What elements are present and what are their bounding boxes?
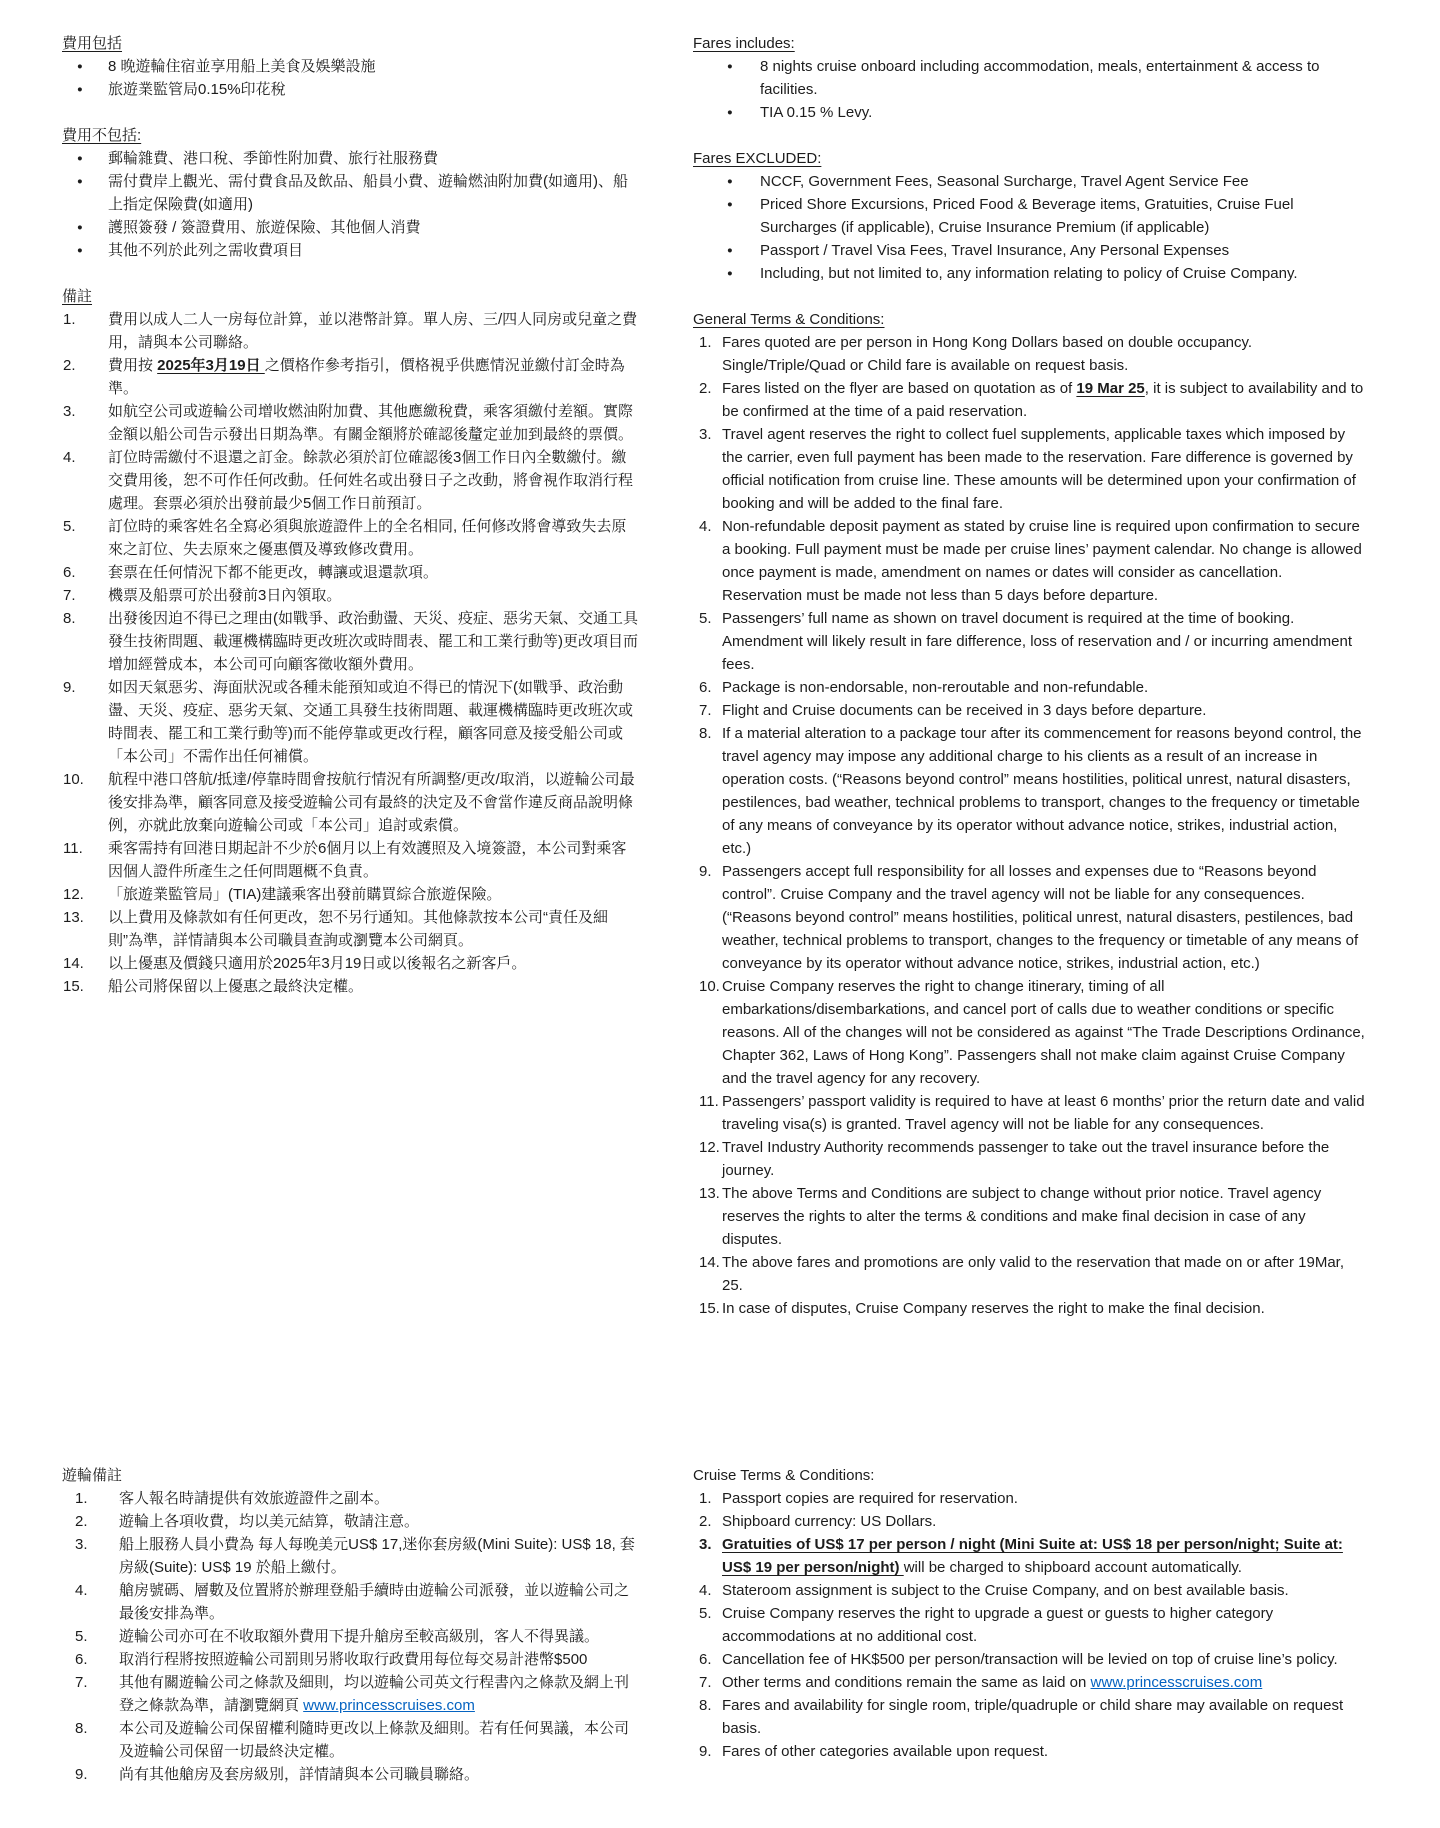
- item-text: [108, 308, 640, 354]
- item-number: 8.: [699, 725, 712, 742]
- list-item: [62, 1717, 640, 1763]
- zh-fares-include-title: 費用包括: [62, 35, 123, 52]
- list-item: [693, 1579, 1365, 1602]
- text-run: Priced Shore Excursions, Priced Food & Beverage items, Gratuities, Cruise Fuel Surcharges (if applicable), Cruise Insurance Premium (if applicable): [760, 196, 1294, 236]
- item-text: [119, 1671, 640, 1717]
- zh-fares-exclude-section: [62, 124, 640, 262]
- item-number: 9.: [699, 1743, 712, 1760]
- item-text: [722, 1251, 1365, 1297]
- text-run: 遊輪上各項收費，均以美元結算，敬請注意。: [119, 1513, 420, 1530]
- item-text: [108, 55, 640, 78]
- text-run: In case of disputes, Cruise Company reserves the right to make the final decision.: [722, 1300, 1265, 1317]
- list-item: [62, 1487, 640, 1510]
- text-run: 8 nights cruise onboard including accommodation, meals, entertainment & access to facilities.: [760, 58, 1320, 98]
- zh-cruise-notes-list: [62, 1487, 640, 1786]
- en-fares-include-list: [693, 55, 1365, 124]
- text-run: 費用以成人二人一房每位計算，並以港幣計算。單人房、三/四人同房或兒童之費用，請與本公司聯絡。: [108, 311, 638, 351]
- list-item: [62, 1763, 640, 1786]
- list-item: [62, 975, 640, 998]
- item-number: 7.: [699, 1674, 712, 1691]
- item-text: [722, 1090, 1365, 1136]
- item-number: 12.: [699, 1139, 720, 1156]
- text-run: 「旅遊業監管局」(TIA)建議乘客出發前購買綜合旅遊保險。: [108, 886, 502, 903]
- item-number: 4.: [699, 1582, 712, 1599]
- list-item: [693, 975, 1365, 1090]
- text-run: If a material alteration to a package tour after its commencement for reasons beyond control, the travel agency may impose any additional charge to his clients as a result of an increase in operation costs. (“Reasons beyond control” means hostilities, political unrest, natural disasters, pestilences, bad weather, technical problems to transport, changes to the frequency or timetable of any means of conveyance by its operator without advance notice, strikes, industrial action, etc.): [722, 725, 1362, 857]
- item-text: [108, 883, 640, 906]
- text-run: Cruise Company reserves the right to upgrade a guest or guests to higher category accommodations at no additional cost.: [722, 1605, 1274, 1645]
- text-run: 需付費岸上觀光、需付費食品及飲品、船員小費、遊輪燃油附加費(如適用)、船上指定保險費(如適用): [108, 173, 628, 213]
- item-text: [108, 584, 640, 607]
- item-number: 3.: [63, 403, 76, 420]
- item-text: [722, 1694, 1365, 1740]
- list-item: [693, 1090, 1365, 1136]
- item-text: [722, 1602, 1365, 1648]
- text-run: 取消行程將按照遊輪公司罰則另將收取行政費用每位每交易計港幣$500: [119, 1651, 588, 1668]
- item-text: [760, 262, 1365, 285]
- text-run: Stateroom assignment is subject to the Cruise Company, and on best available basis.: [722, 1582, 1289, 1599]
- item-text: [119, 1763, 640, 1786]
- list-item: [693, 1533, 1365, 1579]
- item-text: [108, 561, 640, 584]
- bullet-icon: ●: [727, 61, 733, 72]
- text-run: TIA 0.15 % Levy.: [760, 104, 873, 121]
- list-item: [693, 239, 1365, 262]
- list-item: [693, 1648, 1365, 1671]
- item-number: 15.: [699, 1300, 720, 1317]
- en-fares-include-title: Fares includes:: [693, 35, 795, 52]
- item-number: 14.: [699, 1254, 720, 1271]
- item-number: 5.: [699, 1605, 712, 1622]
- item-text: [108, 768, 640, 837]
- item-number: 7.: [75, 1674, 88, 1691]
- item-number: 9.: [63, 679, 76, 696]
- item-number: 2.: [699, 380, 712, 397]
- list-item: [693, 1694, 1365, 1740]
- item-text: [108, 952, 640, 975]
- item-text: [722, 1648, 1365, 1671]
- item-number: 7.: [699, 702, 712, 719]
- text-run: 以上優惠及價錢只適用於2025年3月19日或以後報名之新客戶。: [108, 955, 527, 972]
- text-run: 乘客需持有回港日期起計不少於6個月以上有效護照及入境簽證，本公司對乘客因個人證件所產生之任何問題概不負責。: [108, 840, 627, 880]
- text-run: 8 晚遊輪住宿並享用船上美食及娛樂設施: [108, 58, 376, 75]
- text-run: will be charged to shipboard account automatically.: [903, 1559, 1242, 1576]
- zh-fares-include-list: [62, 55, 640, 101]
- list-item: [693, 262, 1365, 285]
- bullet-icon: ●: [727, 176, 733, 187]
- item-text: [108, 147, 640, 170]
- bullet-icon: ●: [77, 222, 83, 233]
- item-text: [760, 239, 1365, 262]
- bullet-icon: ●: [727, 245, 733, 256]
- list-item: [62, 216, 640, 239]
- item-text: [119, 1625, 640, 1648]
- item-text: [108, 354, 640, 400]
- list-item: [693, 515, 1365, 607]
- text-run: Fares and availability for single room, triple/quadruple or child share may available on request basis.: [722, 1697, 1344, 1737]
- list-item: [62, 1625, 640, 1648]
- item-text: [119, 1579, 640, 1625]
- item-text: [722, 377, 1365, 423]
- item-number: 4.: [699, 518, 712, 535]
- list-item: [693, 101, 1365, 124]
- list-item: [693, 1182, 1365, 1251]
- text-run: 郵輪雜費、港口稅、季節性附加費、旅行社服務費: [108, 150, 439, 167]
- item-number: 1.: [63, 311, 76, 328]
- item-number: 13.: [63, 909, 84, 926]
- item-text: [119, 1510, 640, 1533]
- text-run: 其他不列於此列之需收費項目: [108, 242, 304, 259]
- item-number: 15.: [63, 978, 84, 995]
- text-run: 護照簽發 / 簽證費用、旅遊保險、其他個人消費: [108, 219, 421, 236]
- item-number: 3.: [699, 1536, 712, 1553]
- text-run: Other terms and conditions remain the same as laid on: [722, 1674, 1091, 1691]
- item-number: 9.: [699, 863, 712, 880]
- list-item: [693, 676, 1365, 699]
- list-item: [62, 584, 640, 607]
- item-number: 5.: [699, 610, 712, 627]
- text-run: 如航空公司或遊輪公司增收燃油附加費、其他應繳稅費，乘客須繳付差額。實際金額以船公司告示發出日期為準。有關金額將於確認後釐定並加到最終的票價。: [108, 403, 634, 443]
- text-run: 機票及船票可於出發前3日內領取。: [108, 587, 342, 604]
- item-number: 6.: [75, 1651, 88, 1668]
- text-run: Passport / Travel Visa Fees, Travel Insurance, Any Personal Expenses: [760, 242, 1230, 259]
- en-cruise-terms-section: [693, 1464, 1365, 1763]
- list-item: [62, 446, 640, 515]
- list-item: [62, 1671, 640, 1717]
- list-item: [62, 607, 640, 676]
- zh-fares-exclude-title: 費用不包括:: [62, 127, 142, 144]
- text-run: The above fares and promotions are only valid to the reservation that made on or after 19Mar, 25.: [722, 1254, 1345, 1294]
- princess-cruises-link[interactable]: www.princesscruises.com: [1090, 1674, 1263, 1691]
- item-number: 1.: [699, 334, 712, 351]
- en-general-terms-list: [693, 331, 1365, 1320]
- bullet-icon: ●: [77, 153, 83, 164]
- item-number: 11.: [699, 1093, 719, 1110]
- item-text: [722, 722, 1365, 860]
- text-run: 遊輪公司亦可在不收取額外費用下提升艙房至較高級別，客人不得異議。: [119, 1628, 600, 1645]
- list-item: [693, 1602, 1365, 1648]
- text-run: 其他有關遊輪公司之條款及細則，均以遊輪公司英文行程書內之條款及網上刊登之條款為準，請瀏覽網頁: [119, 1674, 630, 1714]
- item-number: 5.: [75, 1628, 88, 1645]
- item-text: [722, 860, 1365, 975]
- list-item: [62, 515, 640, 561]
- text-run: Passengers’ full name as shown on travel document is required at the time of booking. Amendment will likely result in fare difference, loss of reservation and / or incurring amendment fees.: [722, 610, 1353, 673]
- text-run: Cruise Company reserves the right to change itinerary, timing of all embarkations/disembarkations, and cancel port of calls due to weather conditions or specific reasons. All of the changes will not be considered as against “The Trade Descriptions Ordinance, Chapter 362, Laws of Hong Kong”. Passengers shall not make claim against Cruise Company and the travel agency for any recovery.: [722, 978, 1365, 1087]
- item-number: 5.: [63, 518, 76, 535]
- list-item: [693, 699, 1365, 722]
- en-fares-include-section: [693, 32, 1365, 124]
- chinese-column-flow: [62, 0, 640, 998]
- item-text: [722, 1510, 1365, 1533]
- item-number: 8.: [63, 610, 76, 627]
- item-text: [722, 1136, 1365, 1182]
- bullet-icon: ●: [77, 176, 83, 187]
- text-run: Non-refundable deposit payment as stated by cruise line is required upon confirmation to secure a booking. Full payment must be made per cruise lines’ payment calendar. No change is allowed once payment is made, amendment on names or dates will consider as cancellation. Reservation must be made not less than 5 days before departure.: [722, 518, 1362, 604]
- list-item: [62, 1648, 640, 1671]
- en-fares-exclude-list: [693, 170, 1365, 285]
- text-run: 尚有其他艙房及套房級別，詳情請與本公司職員聯絡。: [119, 1766, 480, 1783]
- item-number: 6.: [699, 679, 712, 696]
- item-text: [722, 331, 1365, 377]
- zh-cruise-notes-section: [62, 1464, 640, 1786]
- text-run: 出發後因迫不得已之理由(如戰爭、政治動盪、天災、疫症、惡劣天氣、交通工具發生技術問題、載運機構臨時更改班次或時間表、罷工和工業行動等)更改項目而增加經營成本，本公司可向顧客徵收額外費用。: [108, 610, 638, 673]
- text-run: 航程中港口啓航/抵達/停靠時間會按航行情況有所調整/更改/取消，以遊輪公司最後安排為準，顧客同意及接受遊輪公司有最終的決定及不會當作違反商品說明條例，亦就此放棄向遊輪公司或「本公司」追討或索償。: [108, 771, 635, 834]
- bullet-icon: ●: [727, 107, 733, 118]
- list-item: [62, 308, 640, 354]
- item-text: [760, 193, 1365, 239]
- list-item: [62, 906, 640, 952]
- text-run: Gratuities of US$ 17 per person / night (Mini Suite at: US$ 18 per person/night; Suite at: US$ 19 per person/night): [722, 1536, 1343, 1576]
- item-text: [119, 1533, 640, 1579]
- list-item: [693, 1487, 1365, 1510]
- text-run: 以上費用及條款如有任何更改，恕不另行通知。其他條款按本公司“責任及細則”為準，詳情請與本公司職員查詢或瀏覽本公司網頁。: [108, 909, 608, 949]
- en-fares-exclude-section: [693, 147, 1365, 285]
- item-text: [760, 101, 1365, 124]
- item-number: 11.: [63, 840, 83, 857]
- item-text: [108, 837, 640, 883]
- bullet-icon: ●: [77, 245, 83, 256]
- list-item: [62, 676, 640, 768]
- item-number: 10.: [699, 978, 720, 995]
- item-text: [108, 446, 640, 515]
- list-item: [62, 883, 640, 906]
- text-run: 船上服務人員小費為 每人每晚美元US$ 17,迷你套房級(Mini Suite): US$ 18, 套房級(Suite): US$ 19 於船上繳付。: [119, 1536, 635, 1576]
- list-item: [693, 722, 1365, 860]
- item-number: 2.: [63, 357, 76, 374]
- zh-notes-title: 備註: [62, 288, 93, 305]
- list-item: [62, 400, 640, 446]
- text-run: 如因天氣惡劣、海面狀況或各種未能預知或迫不得已的情況下(如戰爭、政治動盪、天災、疫症、惡劣天氣、交通工具發生技術問題、載運機構臨時更改班次或時間表、罷工和工業行動等)而不能停靠或更改行程，顧客同意及接受船公司或「本公司」不需作出任何補償。: [108, 679, 634, 765]
- item-text: [722, 676, 1365, 699]
- item-number: 1.: [699, 1490, 712, 1507]
- item-text: [108, 78, 640, 101]
- item-number: 14.: [63, 955, 84, 972]
- zh-notes-list: [62, 308, 640, 998]
- text-run: 2025年3月19日: [157, 357, 265, 374]
- list-item: [62, 1510, 640, 1533]
- list-item: [693, 607, 1365, 676]
- zh-notes-section: [62, 285, 640, 998]
- list-item: [693, 1251, 1365, 1297]
- list-item: [693, 170, 1365, 193]
- list-item: [693, 1510, 1365, 1533]
- item-number: 7.: [63, 587, 76, 604]
- item-number: 10.: [63, 771, 84, 788]
- list-item: [693, 423, 1365, 515]
- item-text: [108, 676, 640, 768]
- list-item: [62, 768, 640, 837]
- bullet-icon: ●: [727, 199, 733, 210]
- item-text: [722, 1740, 1365, 1763]
- item-number: 9.: [75, 1766, 88, 1783]
- list-item: [693, 860, 1365, 975]
- en-general-terms-section: [693, 308, 1365, 1320]
- text-run: Passengers accept full responsibility for all losses and expenses due to “Reasons beyond control”. Cruise Company and the travel agency will not be liable for any consequences. (“Reasons beyond control” means hostilities, political unrest, natural disasters, pestilences, bad weather, technical problems to transport, changes to the frequency or timetable of any means of conveyance by its operator without advance notice, strikes, industrial action, etc.): [722, 863, 1359, 972]
- text-run: Including, but not limited to, any information relating to policy of Cruise Company.: [760, 265, 1298, 282]
- item-text: [108, 906, 640, 952]
- chinese-column: [62, 0, 640, 1828]
- list-item: [693, 331, 1365, 377]
- zh-fares-include-section: [62, 32, 640, 101]
- list-item: [62, 147, 640, 170]
- item-text: [722, 1579, 1365, 1602]
- item-text: [108, 975, 640, 998]
- item-number: 2.: [699, 1513, 712, 1530]
- item-number: 4.: [75, 1582, 88, 1599]
- english-column-flow: [693, 0, 1365, 1320]
- list-item: [62, 561, 640, 584]
- item-number: 8.: [75, 1720, 88, 1737]
- item-text: [760, 55, 1365, 101]
- text-run: 船公司將保留以上優惠之最終決定權。: [108, 978, 364, 995]
- text-run: Cancellation fee of HK$500 per person/transaction will be levied on top of cruise line’s policy.: [722, 1651, 1338, 1668]
- text-run: Fares quoted are per person in Hong Kong Dollars based on double occupancy. Single/Triple/Quad or Child fare is available on request basis.: [722, 334, 1253, 374]
- item-text: [108, 515, 640, 561]
- list-item: [62, 1579, 640, 1625]
- list-item: [62, 354, 640, 400]
- list-item: [62, 55, 640, 78]
- en-fares-exclude-title: Fares EXCLUDED:: [693, 150, 822, 167]
- item-text: [108, 170, 640, 216]
- list-item: [693, 55, 1365, 101]
- item-text: [760, 170, 1365, 193]
- item-text: [119, 1648, 640, 1671]
- text-run: 本公司及遊輪公司保留權利隨時更改以上條款及細則。若有任何異議，本公司及遊輪公司保留一切最終決定權。: [119, 1720, 630, 1760]
- list-item: [62, 837, 640, 883]
- item-text: [722, 975, 1365, 1090]
- item-number: 2.: [75, 1513, 88, 1530]
- item-text: [108, 400, 640, 446]
- item-text: [108, 216, 640, 239]
- text-run: 費用按: [108, 357, 158, 374]
- text-run: , it is subject to availability and to be confirmed at the time of a paid reservation.: [722, 380, 1364, 420]
- item-text: [119, 1487, 640, 1510]
- item-text: [722, 1182, 1365, 1251]
- item-text: [722, 1297, 1365, 1320]
- item-number: 8.: [699, 1697, 712, 1714]
- item-text: [722, 1671, 1365, 1694]
- text-run: 套票在任何情況下都不能更改，轉讓或退還款項。: [108, 564, 439, 581]
- text-run: Shipboard currency: US Dollars.: [722, 1513, 937, 1530]
- list-item: [62, 1533, 640, 1579]
- item-text: [722, 607, 1365, 676]
- bullet-icon: ●: [77, 61, 83, 72]
- text-run: Travel Industry Authority recommends passenger to take out the travel insurance before the journey.: [722, 1139, 1330, 1179]
- en-cruise-terms-list: [693, 1487, 1365, 1763]
- list-item: [693, 1297, 1365, 1320]
- item-number: 6.: [699, 1651, 712, 1668]
- text-run: Package is non-endorsable, non-reroutable and non-refundable.: [722, 679, 1149, 696]
- item-text: [722, 1487, 1365, 1510]
- list-item: [693, 1136, 1365, 1182]
- text-run: 之價格作參考指引，價格視乎供應情況並繳付訂金時為準。: [108, 357, 625, 397]
- item-text: [108, 607, 640, 676]
- text-run: Travel agent reserves the right to collect fuel supplements, applicable taxes which imposed by the carrier, even full payment has been made to the reservation. Fare difference is governed by official notification from cruise line. These amounts will be determined upon your confirmation of booking and will be added to the final fare.: [722, 426, 1356, 512]
- english-column: [693, 0, 1365, 1828]
- item-text: [722, 699, 1365, 722]
- item-text: [722, 423, 1365, 515]
- item-number: 12.: [63, 886, 84, 903]
- item-text: [119, 1717, 640, 1763]
- text-run: The above Terms and Conditions are subject to change without prior notice. Travel agency reserves the rights to alter the terms & conditions and make final decision in case of any disputes.: [722, 1185, 1322, 1248]
- text-run: 訂位時的乘客姓名全寫必須與旅遊證件上的全名相同, 任何修改將會導致失去原來之訂位、失去原來之優惠價及導致修改費用。: [108, 518, 627, 558]
- bullet-icon: ●: [727, 268, 733, 279]
- text-run: Flight and Cruise documents can be received in 3 days before departure.: [722, 702, 1207, 719]
- list-item: [693, 1671, 1365, 1694]
- text-run: 旅遊業監管局0.15%印花稅: [108, 81, 286, 98]
- list-item: [693, 193, 1365, 239]
- list-item: [62, 239, 640, 262]
- item-number: 13.: [699, 1185, 720, 1202]
- text-run: 19 Mar 25: [1076, 380, 1145, 397]
- bullet-icon: ●: [77, 84, 83, 95]
- list-item: [62, 952, 640, 975]
- text-run: Passport copies are required for reservation.: [722, 1490, 1018, 1507]
- text-run: NCCF, Government Fees, Seasonal Surcharge, Travel Agent Service Fee: [760, 173, 1249, 190]
- list-item: [693, 377, 1365, 423]
- en-cruise-terms-title: Cruise Terms & Conditions:: [693, 1467, 875, 1484]
- text-run: Passengers’ passport validity is required to have at least 6 months’ prior the return date and valid traveling visa(s) is granted. Travel agency will not be liable for any consequences.: [722, 1093, 1365, 1133]
- list-item: [62, 170, 640, 216]
- item-number: 6.: [63, 564, 76, 581]
- item-number: 3.: [699, 426, 712, 443]
- list-item: [693, 1740, 1365, 1763]
- text-run: 艙房號碼、層數及位置將於辦理登船手續時由遊輪公司派發，並以遊輪公司之最後安排為準。: [119, 1582, 630, 1622]
- text-run: Fares of other categories available upon request.: [722, 1743, 1049, 1760]
- list-item: [62, 78, 640, 101]
- text-run: 訂位時需繳付不退還之訂金。餘款必須於訂位確認後3個工作日內全數繳付。繳交費用後，恕不可作任何改動。任何姓名或出發日子之改動，將會視作取消行程處理。套票必須於出發前最少5個工作日前預訂。: [108, 449, 634, 512]
- item-number: 4.: [63, 449, 76, 466]
- zh-cruise-notes-title: 遊輪備註: [62, 1467, 123, 1484]
- item-text: [722, 1533, 1365, 1579]
- item-number: 1.: [75, 1490, 88, 1507]
- zh-fares-exclude-list: [62, 147, 640, 262]
- en-general-terms-title: General Terms & Conditions:: [693, 311, 885, 328]
- item-text: [108, 239, 640, 262]
- item-number: 3.: [75, 1536, 88, 1553]
- text-run: Fares listed on the flyer are based on quotation as of: [722, 380, 1077, 397]
- item-text: [722, 515, 1365, 607]
- text-run: 客人報名時請提供有效旅遊證件之副本。: [119, 1490, 390, 1507]
- princess-cruises-link[interactable]: www.princesscruises.com: [303, 1697, 475, 1714]
